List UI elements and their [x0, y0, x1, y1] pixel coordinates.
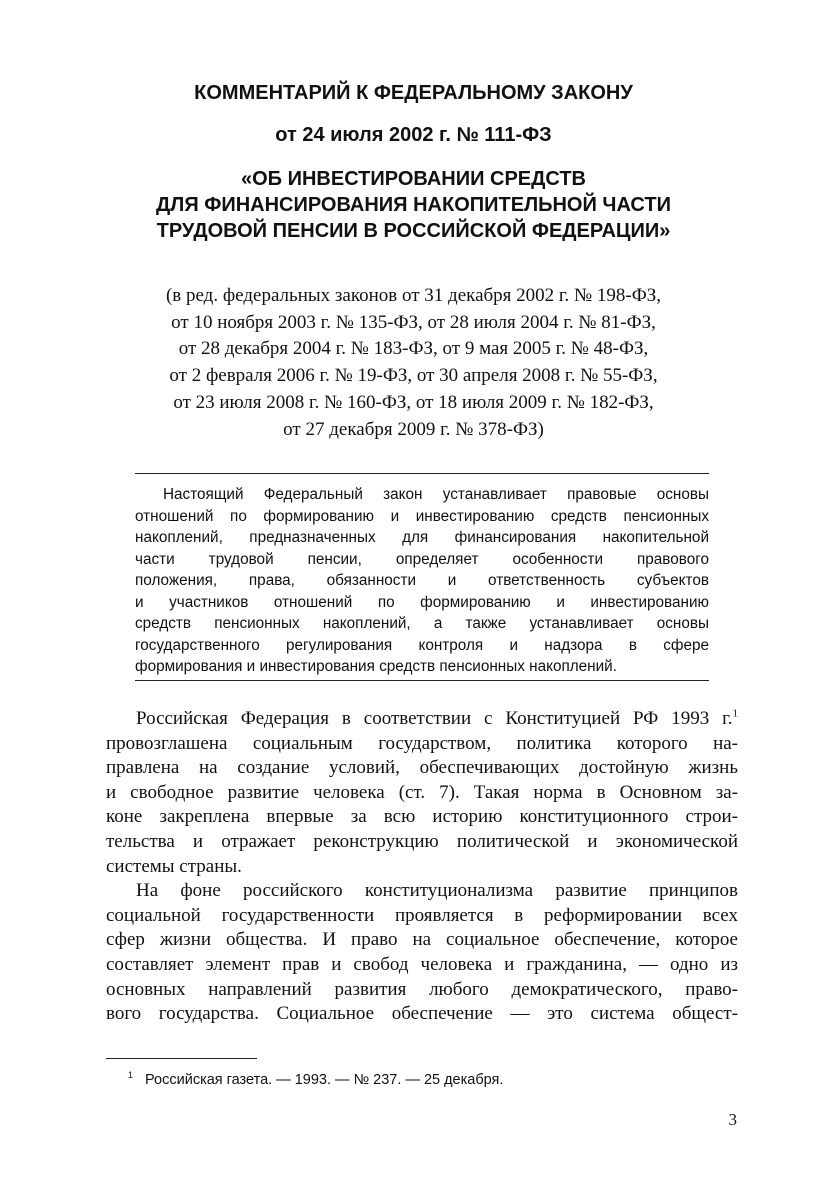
body-text — [106, 707, 738, 1027]
title-line-commentary: КОММЕНТАРИЙ К ФЕДЕРАЛЬНОМУ ЗАКОНУ — [194, 82, 633, 104]
body-paragraph-1-first-line — [106, 707, 738, 732]
page-number: 3 — [728, 1110, 737, 1129]
title-law-name — [100, 166, 727, 244]
footnote-divider — [106, 1058, 257, 1059]
preamble-line: и участников отношений по формированию и инвестированию — [135, 593, 709, 611]
footnote-text: Российская газета. — 1993. — № 237. — 25 декабря. — [145, 1072, 504, 1088]
editions-line: от 28 декабря 2004 г. № 183-ФЗ, от 9 мая 2005 г. № 48-ФЗ, — [178, 338, 649, 360]
body-line: На фоне российского конституционализма развитие принципов — [136, 880, 738, 902]
body-line: вого государства. Социальное обеспечение — это система общест- — [106, 1003, 738, 1025]
footnote-reference[interactable]: 1 — [732, 707, 738, 720]
body-line: коне закреплена впервые за всю историю конституционного строи- — [106, 806, 738, 828]
preamble-line: положения, права, обязанности и ответственность субъектов — [135, 572, 709, 589]
body-line: системы страны. — [106, 855, 242, 877]
editions-line: (в ред. федеральных законов от 31 декабря 2002 г. № 198-ФЗ, — [165, 285, 662, 306]
preamble-line: формирования и инвестирования средств пенсионных накоплений. — [135, 658, 617, 675]
preamble-line: государственного регулирования контроля и надзора в сфере — [135, 636, 709, 654]
preamble-text — [135, 484, 709, 678]
footnote — [128, 1070, 503, 1090]
title-law-name-line: ТРУДОВОЙ ПЕНСИИ В РОССИЙСКОЙ ФЕДЕРАЦИИ» — [156, 220, 671, 242]
title-line-law-date: от 24 июля 2002 г. № 111-ФЗ — [275, 124, 552, 146]
preamble-line: Настоящий Федеральный закон устанавливает правовые основы — [163, 486, 709, 503]
preamble-line: отношений по формированию и инвестированию средств пенсионных — [135, 507, 709, 525]
title-law-name-line: ДЛЯ ФИНАНСИРОВАНИЯ НАКОПИТЕЛЬНОЙ ЧАСТИ — [156, 194, 671, 216]
preamble-top-divider — [135, 473, 709, 474]
body-line: сфер жизни общества. И право на социальное обеспечение, которое — [106, 929, 738, 951]
footnote-number: 1 — [128, 1070, 134, 1081]
body-line: основных направлений развития любого демократического, право- — [106, 978, 738, 1000]
body-line: составляет элемент прав и свобод человека и гражданина, — одно из — [106, 953, 738, 975]
preamble-line: средств пенсионных накоплений, а также устанавливает основы — [135, 615, 709, 632]
body-line: социальной государственности проявляется в реформировании всех — [106, 904, 738, 926]
preamble-line: накоплений, предназначенных для финансирования накопительной — [135, 529, 709, 546]
body-line-text: Российская Федерация в соответствии с Конституцией РФ 1993 г. — [136, 708, 733, 729]
body-line: провозглашена социальным государством, политика которого на- — [106, 732, 738, 754]
preamble-line: части трудовой пенсии, определяет особенности правового — [135, 550, 709, 568]
title-law-name-line: «ОБ ИНВЕСТИРОВАНИИ СРЕДСТВ — [241, 168, 586, 190]
editions-list — [100, 283, 727, 443]
editions-line: от 27 декабря 2009 г. № 378-ФЗ) — [283, 418, 544, 440]
editions-line: от 23 июля 2008 г. № 160-ФЗ, от 18 июля 2009 г. № 182-ФЗ, — [173, 391, 654, 413]
body-line: и свободное развитие человека (ст. 7). Такая норма в Основном за- — [106, 781, 738, 803]
editions-line: от 10 ноября 2003 г. № 135-ФЗ, от 28 июля 2004 г. № 81-ФЗ, — [171, 311, 656, 333]
body-line: тельства и отражает реконструкцию политической и экономической — [106, 830, 738, 852]
document-title — [100, 80, 727, 244]
body-line: правлена на создание условий, обеспечивающих достойную жизнь — [106, 757, 738, 779]
editions-line: от 2 февраля 2006 г. № 19-ФЗ, от 30 апреля 2008 г. № 55-ФЗ, — [169, 365, 658, 387]
preamble-bottom-divider — [135, 680, 709, 681]
